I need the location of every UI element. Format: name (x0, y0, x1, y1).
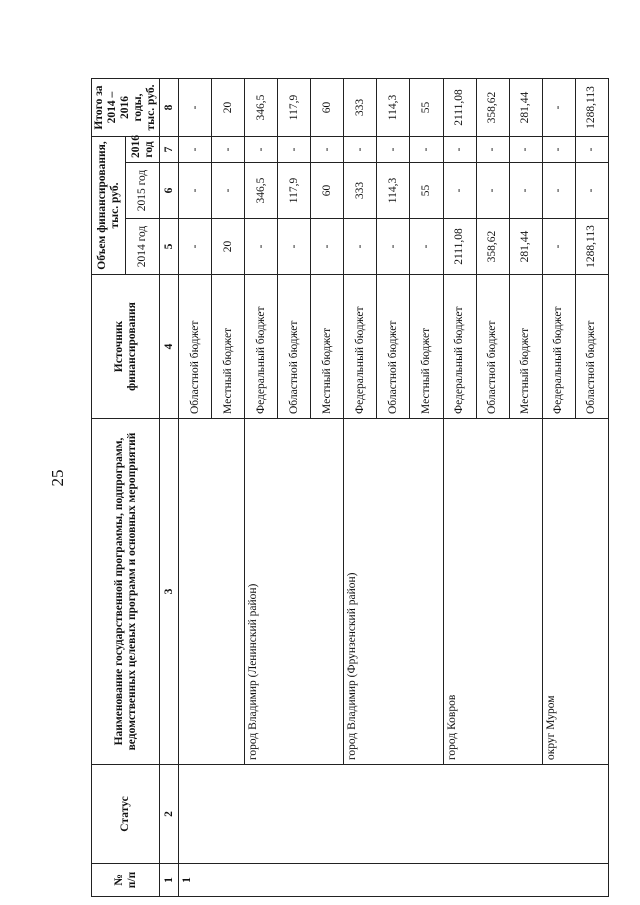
column-number: 6 (160, 163, 179, 219)
column-number: 8 (160, 79, 179, 137)
column-number: 5 (160, 219, 179, 275)
value-total: 55 (410, 79, 443, 137)
header-row (92, 79, 126, 897)
funding-source: Местный бюджет (212, 275, 245, 419)
header-2015: 2015 год (126, 163, 160, 219)
row-number: 1 (179, 864, 609, 897)
value-2014: - (410, 219, 443, 275)
value-2014: - (542, 219, 575, 275)
page-number: 25 (48, 469, 67, 487)
value-2016: - (245, 137, 278, 163)
funding-source: Федеральный бюджет (344, 275, 377, 419)
table-row (179, 79, 212, 897)
funding-source: Областной бюджет (476, 275, 509, 419)
funding-source: Местный бюджет (509, 275, 542, 419)
value-total: 1288,113 (575, 79, 608, 137)
value-2014: 2111,08 (443, 219, 476, 275)
column-number: 3 (160, 419, 179, 765)
value-2014: - (278, 219, 311, 275)
table-body (160, 79, 609, 897)
header-total: Итого за 2014 – 2016 годы, тыс. руб. (92, 79, 160, 137)
value-2015: - (542, 163, 575, 219)
funding-source: Областной бюджет (377, 275, 410, 419)
value-2016: - (443, 137, 476, 163)
value-total: - (542, 79, 575, 137)
value-total: 281,44 (509, 79, 542, 137)
header-funding-group: Объем финансирования, тыс. руб. (92, 137, 126, 275)
value-total: 117,9 (278, 79, 311, 137)
status-cell (179, 765, 609, 864)
column-number: 7 (160, 137, 179, 163)
column-number: 2 (160, 765, 179, 864)
header-status: Статус (92, 765, 160, 864)
value-total: - (179, 79, 212, 137)
value-total: 333 (344, 79, 377, 137)
value-2015: - (443, 163, 476, 219)
value-2014: 358,62 (476, 219, 509, 275)
financing-table (91, 78, 609, 897)
value-2015: 60 (311, 163, 344, 219)
value-total: 2111,08 (443, 79, 476, 137)
value-2016: - (212, 137, 245, 163)
header-2014: 2014 год (126, 219, 160, 275)
value-2015: - (476, 163, 509, 219)
column-number-row (160, 79, 179, 897)
funding-source: Областной бюджет (278, 275, 311, 419)
header-source: Источник финансирования (92, 275, 160, 419)
funding-source: Местный бюджет (311, 275, 344, 419)
value-2014: 20 (212, 219, 245, 275)
value-2014: - (311, 219, 344, 275)
municipality-name: округ Муром (542, 419, 608, 765)
funding-source: Федеральный бюджет (245, 275, 278, 419)
municipality-name: город Владимир (Фрунзенский район) (344, 419, 443, 765)
column-number: 1 (160, 864, 179, 897)
value-2016: - (278, 137, 311, 163)
value-2016: - (311, 137, 344, 163)
value-2016: - (509, 137, 542, 163)
municipality-name: город Ковров (443, 419, 542, 765)
municipality-name (179, 419, 245, 765)
funding-source: Местный бюджет (410, 275, 443, 419)
header-num: № п/п (92, 864, 160, 897)
value-2014: - (344, 219, 377, 275)
value-total: 20 (212, 79, 245, 137)
header-2016: 2016 год (126, 137, 160, 163)
value-2016: - (179, 137, 212, 163)
value-2016: - (377, 137, 410, 163)
value-2015: 333 (344, 163, 377, 219)
value-2015: - (575, 163, 608, 219)
value-2015: - (179, 163, 212, 219)
column-number: 4 (160, 275, 179, 419)
funding-source: Областной бюджет (575, 275, 608, 419)
funding-source: Областной бюджет (179, 275, 212, 419)
header-name: Наименование государственной программы, подпрограмм, ведомственных целевых программ и основных мероприятий (92, 419, 160, 765)
value-2016: - (575, 137, 608, 163)
value-2016: - (476, 137, 509, 163)
value-total: 60 (311, 79, 344, 137)
value-2014: 1288,113 (575, 219, 608, 275)
value-2016: - (542, 137, 575, 163)
value-2015: - (509, 163, 542, 219)
value-2016: - (344, 137, 377, 163)
value-2015: 55 (410, 163, 443, 219)
value-2014: 281,44 (509, 219, 542, 275)
value-total: 114,3 (377, 79, 410, 137)
value-2015: 346,5 (245, 163, 278, 219)
value-2014: - (377, 219, 410, 275)
value-2014: - (179, 219, 212, 275)
municipality-name: город Владимир (Ленинский район) (245, 419, 344, 765)
value-2014: - (245, 219, 278, 275)
value-2016: - (410, 137, 443, 163)
funding-source: Федеральный бюджет (443, 275, 476, 419)
value-total: 358,62 (476, 79, 509, 137)
value-2015: 114,3 (377, 163, 410, 219)
funding-source: Федеральный бюджет (542, 275, 575, 419)
value-2015: 117,9 (278, 163, 311, 219)
value-total: 346,5 (245, 79, 278, 137)
rotated-table-wrapper (91, 79, 599, 897)
value-2015: - (212, 163, 245, 219)
